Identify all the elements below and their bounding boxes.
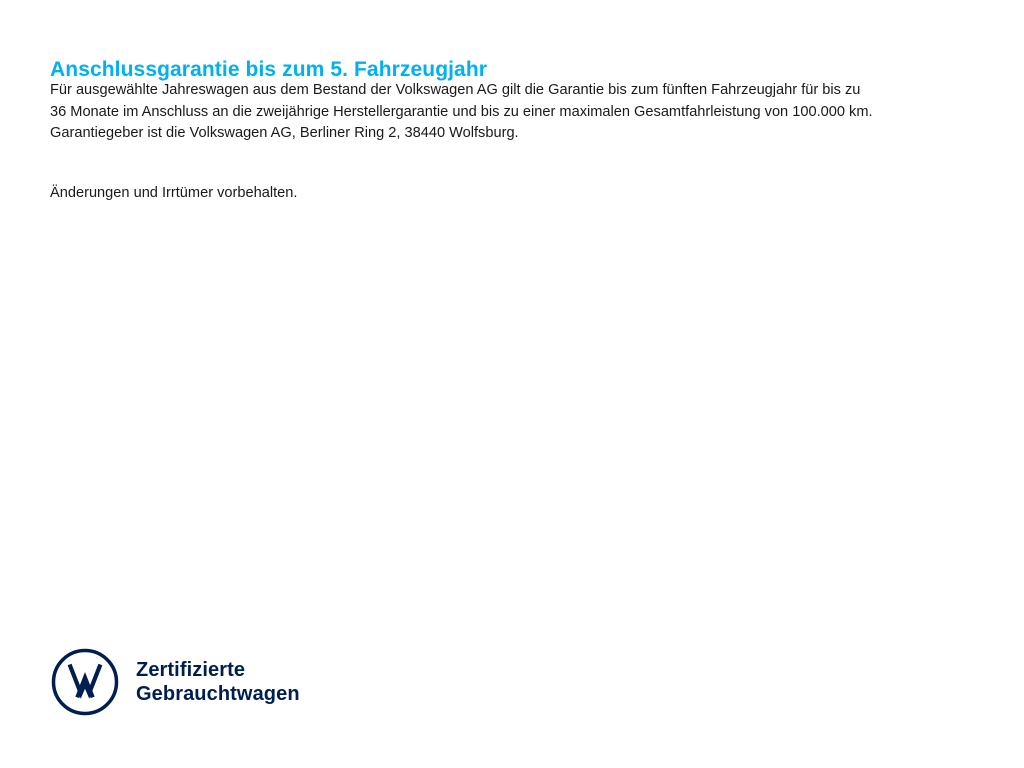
body-copy [50,80,985,145]
brand-logo-text-line-1: Zertifizierte [136,659,246,681]
brand-logo-block [50,647,300,717]
body-paragraph-line-1: Für ausgewählte Jahreswagen aus dem Bestand der Volkswagen AG gilt die Garantie bis zum fünften Fahrzeugjahr für bis zu [50,82,861,98]
page-title: Anschlussgarantie bis zum 5. Fahrzeugjahr [50,58,488,82]
volkswagen-logo-icon [50,647,120,717]
body-paragraph-line-3: Garantiegeber ist die Volkswagen AG, Berliner Ring 2, 38440 Wolfsburg. [50,125,519,141]
brand-logo-text-line-2: Gebrauchtwagen [136,683,300,705]
body-paragraph-line-2: 36 Monate im Anschluss an die zweijährige Herstellergarantie und bis zu einer maximalen Gesamtfahrleistung von 100.000 km. [50,103,873,120]
brand-logo-text [136,658,300,706]
disclaimer-text: Änderungen und Irrtümer vorbehalten. [50,185,298,201]
